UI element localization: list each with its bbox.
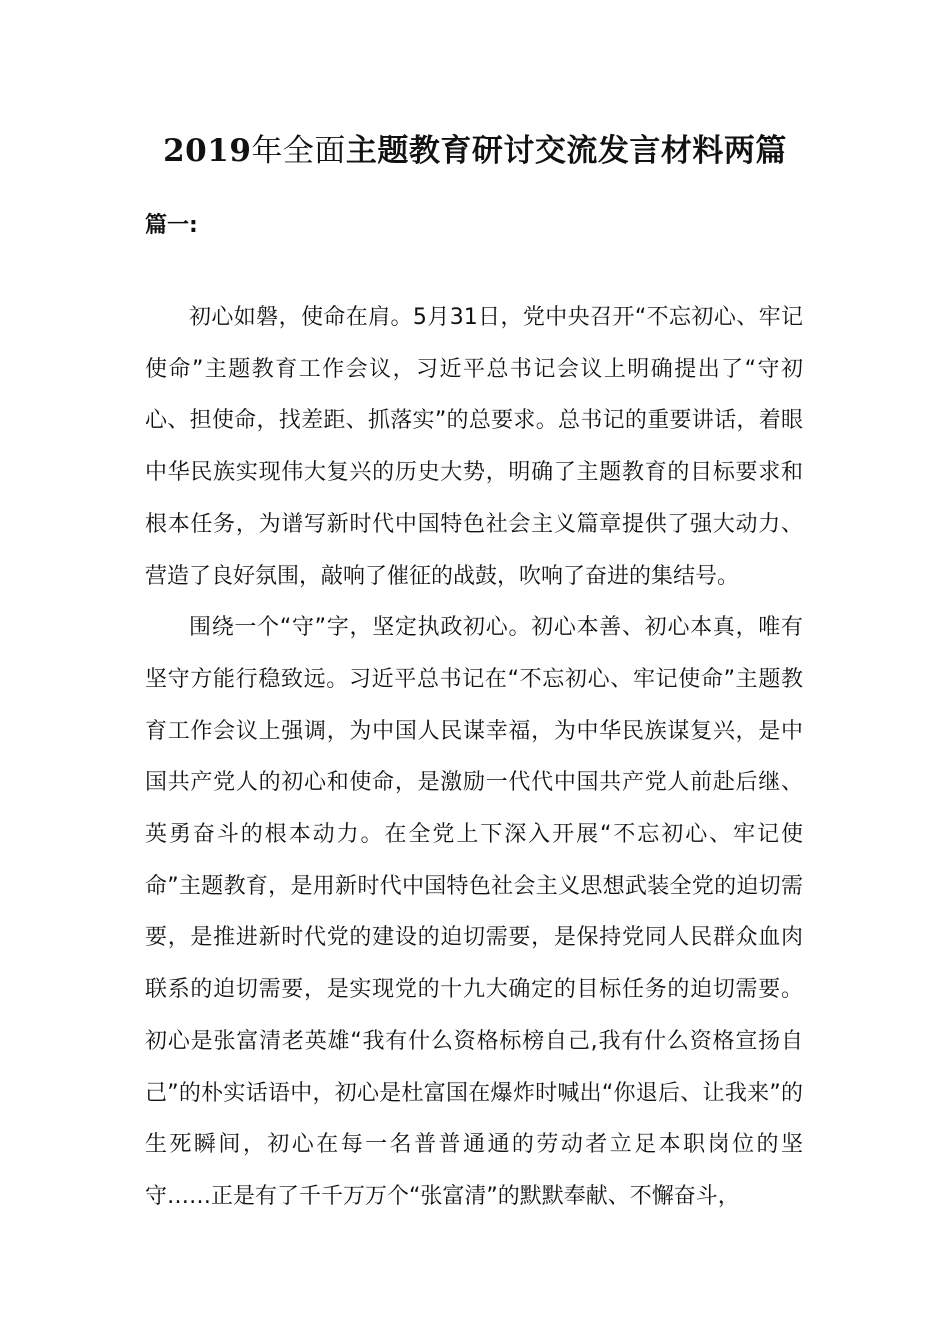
- title-main: 主题教育研讨交流发言材料两篇: [345, 133, 787, 169]
- title-year: 2019: [163, 133, 252, 169]
- title-prefix: 年全面: [251, 133, 346, 169]
- paragraph-2: 围绕一个“守”字，坚定执政初心。初心本善、初心本真，唯有坚守方能行稳致远。习近平总书记在“不忘初心、牢记使命”主题教育工作会议上强调，为中国人民谋幸福，为中华民族谋复兴，是中国共产党人的初心和使命，是激励一代代中国共产党人前赴后继、英勇奋斗的根本动力。在全党上下深入开展“不忘初心、牢记使命”主题教育，是用新时代中国特色社会主义思想武装全党的迫切需要，是推进新时代党的建设的迫切需要，是保持党同人民群众血肉联系的迫切需要，是实现党的十九大确定的目标任务的迫切需要。初心是张富清老英雄“我有什么资格标榜自己,我有什么资格宣扬自己”的朴实话语中，初心是杜富国在爆炸时喊出“你退后、让我来”的生死瞬间，初心在每一名普普通通的劳动者立足本职岗位的坚守……正是有了千千万万个“张富清”的默默奉献、不懈奋斗，: [145, 615, 803, 1209]
- paragraph-1: 初心如磐，使命在肩。5月31日，党中央召开“不忘初心、牢记使命”主题教育工作会议，习近平总书记会议上明确提出了“守初心、担使命，找差距、抓落实”的总要求。总书记的重要讲话，着眼中华民族实现伟大复兴的历史大势，明确了主题教育的目标要求和根本任务，为谱写新时代中国特色社会主义篇章提供了强大动力、营造了良好氛围，敲响了催征的战鼓，吹响了奋进的集结号。: [145, 305, 803, 589]
- document-title: [0, 128, 950, 174]
- section-heading: 篇一:: [145, 213, 198, 238]
- body-text: [145, 292, 803, 1223]
